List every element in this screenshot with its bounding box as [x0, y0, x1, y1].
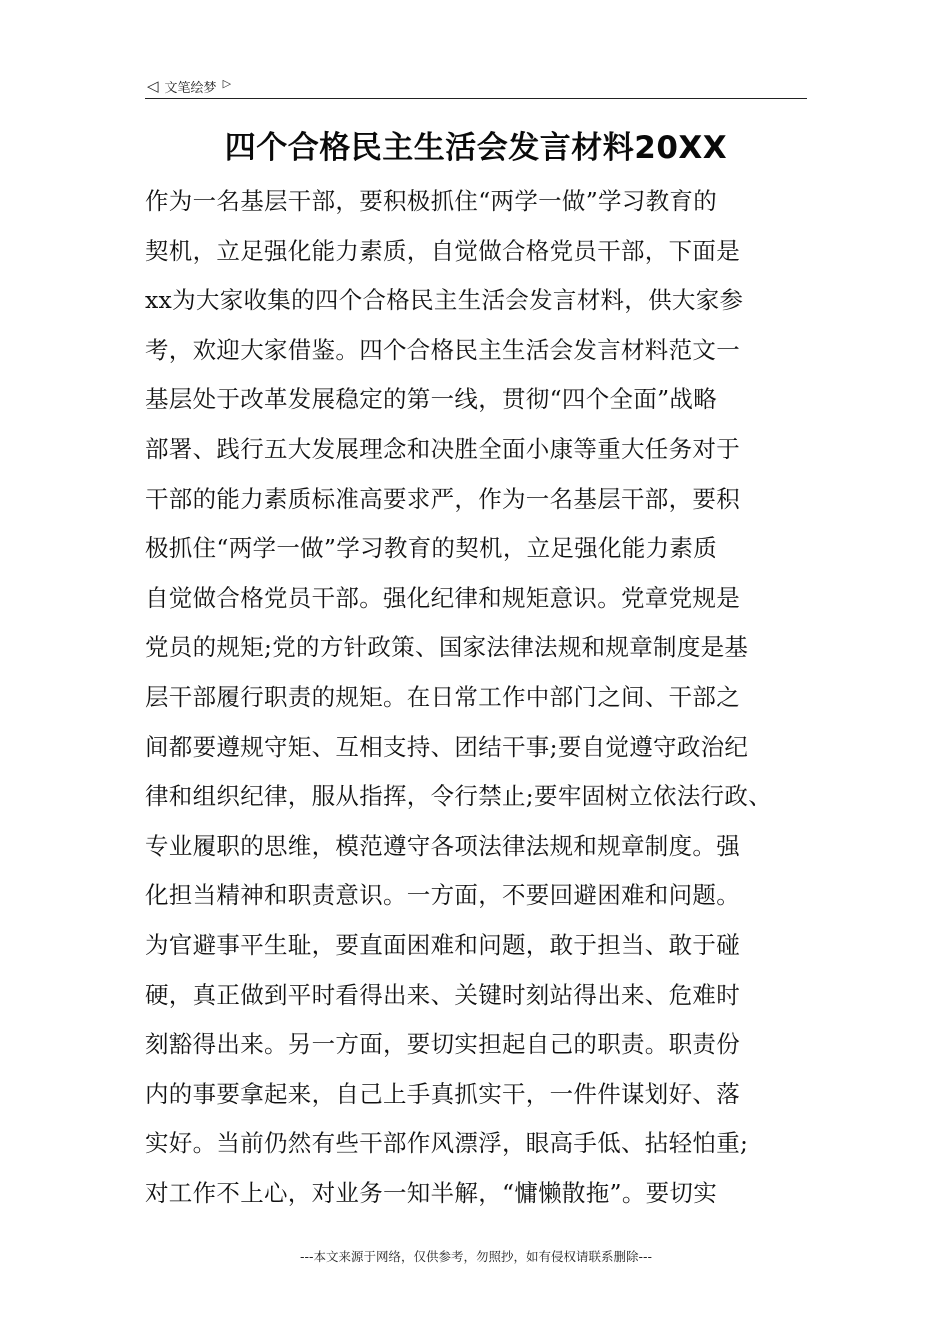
- body-line: 部署、践行五大发展理念和决胜全面小康等重大任务对于: [145, 434, 740, 463]
- document-body: [145, 177, 811, 1218]
- body-line: 基层处于改革发展稳定的第一线，贯彻“四个全面”战略: [145, 385, 718, 414]
- body-line: 对工作不上心，对业务一知半解，“慵懒散拖”。要切实: [145, 1178, 718, 1207]
- body-line: 干部的能力素质标准高要求严，作为一名基层干部，要积: [145, 484, 740, 513]
- body-line: 化担当精神和职责意识。一方面，不要回避困难和问题。: [145, 881, 740, 910]
- body-line: xx为大家收集的四个合格民主生活会发言材料，供大家参: [145, 286, 744, 315]
- body-line: 层干部履行职责的规矩。在日常工作中部门之间、干部之: [145, 682, 740, 711]
- body-line: 间都要遵规守矩、互相支持、团结干事;要自觉遵守政治纪: [145, 732, 749, 761]
- body-line: 自觉做合格党员干部。强化纪律和规矩意识。党章党规是: [145, 583, 740, 612]
- body-line: 考，欢迎大家借鉴。四个合格民主生活会发言材料范文一: [145, 335, 740, 364]
- document-title: 四个合格民主生活会发言材料20XX: [224, 130, 728, 166]
- header-brand: 文笔绘梦: [164, 80, 217, 96]
- body-line: 为官避事平生耻，要直面困难和问题，敢于担当、敢于碰: [145, 930, 740, 959]
- body-line: 硬，真正做到平时看得出来、关键时刻站得出来、危难时: [145, 980, 740, 1009]
- header-divider: [145, 98, 807, 99]
- page-header: [147, 74, 807, 98]
- body-line: 契机，立足强化能力素质，自觉做合格党员干部，下面是: [145, 236, 740, 265]
- body-line: 刻豁得出来。另一方面，要切实担起自己的职责。职责份: [145, 1030, 740, 1059]
- body-line: 极抓住“两学一做”学习教育的契机，立足强化能力素质: [145, 534, 718, 563]
- triangle-right-icon: ▷: [222, 76, 232, 90]
- body-line: 专业履职的思维，模范遵守各项法律法规和规章制度。强: [145, 831, 740, 860]
- body-line: 党员的规矩;党的方针政策、国家法律法规和规章制度是基: [145, 633, 749, 662]
- body-line: 作为一名基层干部，要积极抓住“两学一做”学习教育的: [145, 187, 718, 215]
- footer-notice: ---本文来源于网络，仅供参考，勿照抄，如有侵权请联系删除---: [299, 1249, 653, 1264]
- body-line: 律和组织纪律，服从指挥，令行禁止;要牢固树立依法行政、: [145, 782, 773, 811]
- triangle-left-icon: ◁: [147, 76, 159, 95]
- body-line: 实好。当前仍然有些干部作风漂浮，眼高手低、拈轻怕重;: [145, 1129, 749, 1158]
- body-line: 内的事要拿起来，自己上手真抓实干，一件件谋划好、落: [145, 1079, 740, 1108]
